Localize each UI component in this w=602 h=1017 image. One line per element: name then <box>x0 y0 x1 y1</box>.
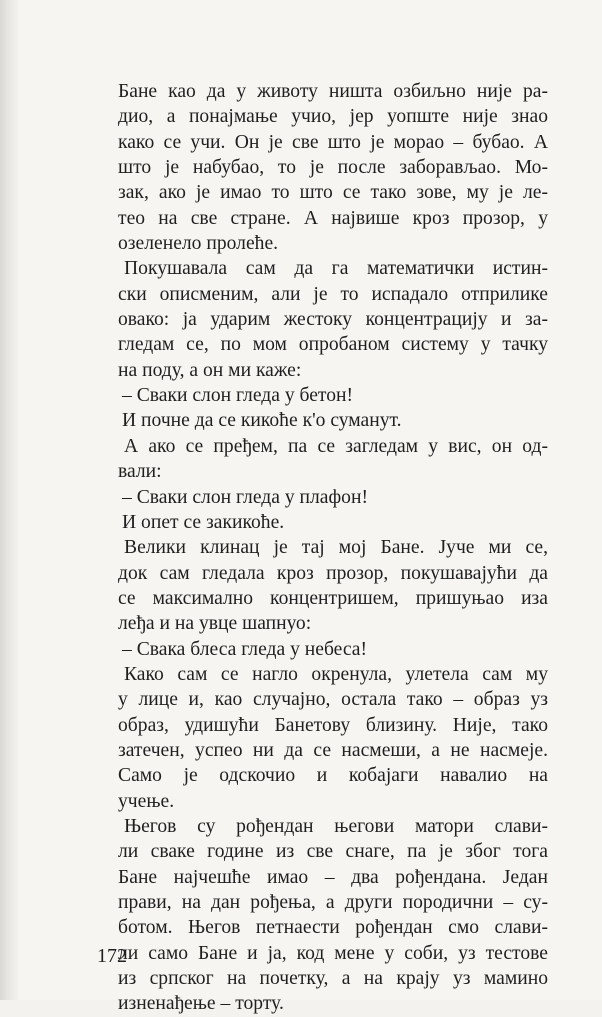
text-line: прави, на дан рођења, а други породични – су- <box>118 892 548 913</box>
text-line: у лице и, као случајно, остала тако – образ уз <box>118 689 548 711</box>
text-line: гледам се, по мом опробаном систему у тачку <box>118 334 548 356</box>
text-line: тео на све стране. А највише кроз прозор, у <box>118 207 548 229</box>
text-line: озеленело пролеће. <box>118 233 279 255</box>
text-line: учење. <box>118 790 175 812</box>
text-line: ли само Бане и ја, код мене у соби, уз тестове <box>118 942 548 964</box>
body-text <box>118 79 548 1017</box>
text-line: Бане најчешће имао – два рођендана. Један <box>118 866 548 888</box>
text-line: образ, удишући Банетову близину. Није, тако <box>118 714 548 736</box>
text-line: И почне да се кикоће к'о суманут. <box>122 410 402 432</box>
text-line: док сам гледала кроз прозор, покушавајући да <box>118 562 548 584</box>
text-line: како се учи. Он је све што је морао – бубао. А <box>118 131 548 153</box>
text-line: Како сам се нагло окренула, улетела сам му <box>124 663 548 685</box>
dialogue-line: – Сваки слон гледа у бетон! <box>122 385 354 407</box>
text-line: зак, ако је имао то што се тако зове, му је ле- <box>118 182 548 204</box>
text-line: овако: ја ударим жестоку концентрацију и за- <box>118 309 548 331</box>
page-number: 172 <box>97 945 127 967</box>
text-line: изненађење – торту. <box>118 993 284 1015</box>
dialogue-line: – Свака блеса гледа у небеса! <box>122 638 367 660</box>
text-line: на поду, а он ми каже: <box>118 359 302 381</box>
text-line: ботом. Његов петнаести рођендан смо слави- <box>118 917 548 939</box>
text-line: Бане као да у животу ништа озбиљно није ра- <box>118 81 548 102</box>
text-line: што је набубао, то је после заборављао. Мо- <box>118 157 548 179</box>
text-line: А ако се пређем, па се загледам у вис, он од- <box>124 435 548 457</box>
text-line: Само је одскочио и кобајаги навалио на <box>118 765 548 787</box>
text-line: леђа и на увце шапнуо: <box>118 613 312 635</box>
text-line: дио, а понајмање учио, јер уопште није знао <box>118 106 548 128</box>
text-line: Велики клинац је тај мој Бане. Јуче ми се, <box>124 537 548 559</box>
text-line: Покушавала сам да га математички истин- <box>124 258 548 280</box>
text-line: И опет се закикоће. <box>122 511 285 533</box>
text-line: се максимално концентришем, пришуњао иза <box>118 587 548 609</box>
dialogue-line: – Сваки слон гледа у плафон! <box>122 486 368 508</box>
text-line: затечен, успео ни да се насмеши, а не насмеје. <box>118 739 548 761</box>
binding-shadow <box>0 0 18 1000</box>
text-line: ски описменим, али је то испадало отприлике <box>118 283 548 305</box>
text-line: из српског на почетку, а на крају уз мамино <box>118 968 548 990</box>
text-line: вали: <box>118 461 162 483</box>
text-line: ли сваке године из све снаге, па је због тога <box>118 841 548 863</box>
text-line: Његов су рођендан његови матори слави- <box>124 815 548 837</box>
